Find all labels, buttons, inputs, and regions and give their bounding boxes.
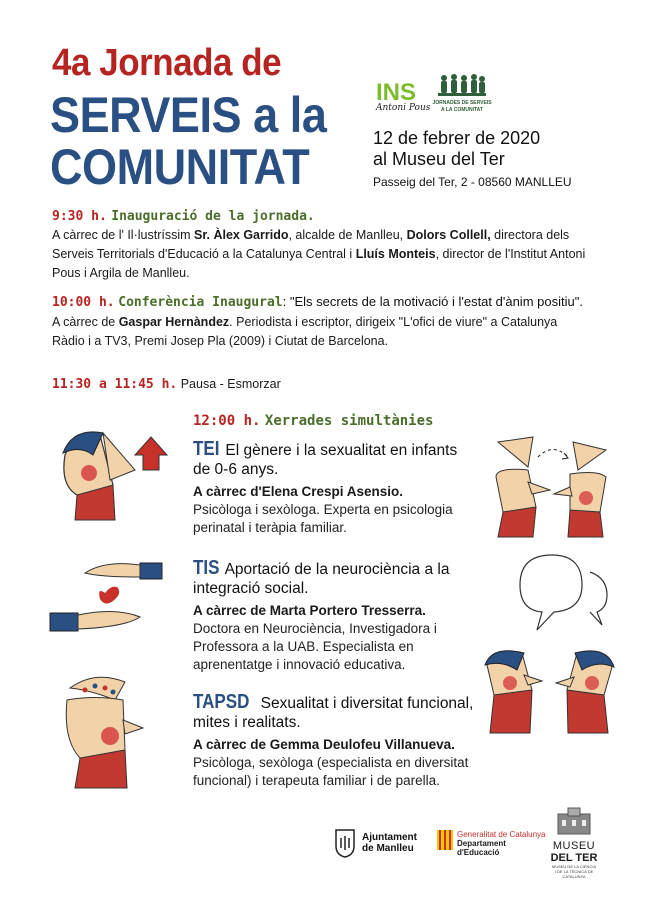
program-item-talks bbox=[193, 412, 433, 430]
ins-logo-script: Antoni Pous bbox=[376, 103, 431, 113]
ins-logo-letters: INS bbox=[376, 79, 417, 106]
title-line-1: 4a Jornada de bbox=[52, 42, 282, 84]
item-desc-line: A càrrec de Gaspar Hernàndez. Periodista i escriptor, dirigeix "L'ofici de viure" a Catalunya bbox=[52, 315, 558, 329]
item-desc-line: Serveis Territorials d'Educació a la Catalunya Central i Lluís Monteis, director de l'Institut Antoni bbox=[52, 247, 586, 261]
talk-title: El gènere i la sexualitat en infants bbox=[221, 442, 458, 459]
talk-desc: Psicòloga i sexòloga. Experta en psicologia bbox=[193, 502, 453, 517]
program-item-break bbox=[52, 375, 612, 394]
program-item-conference bbox=[52, 294, 612, 351]
event-venue: al Museu del Ter bbox=[373, 149, 505, 169]
item-desc-line: Ràdio i a TV3, Premi Josep Pla (2009) i Ciutat de Barcelona. bbox=[52, 334, 389, 348]
title-line-3: COMUNITAT bbox=[50, 139, 310, 195]
talk-tei bbox=[193, 440, 478, 537]
talk-tis bbox=[193, 559, 478, 674]
talk-desc: perinatal i teràpia familiar. bbox=[193, 520, 347, 535]
ins-logo bbox=[374, 76, 431, 116]
item-heading: Conferència Inaugural bbox=[118, 295, 283, 310]
talk-tag: TEI bbox=[193, 438, 220, 460]
talk-title: Aportació de la neurociència a la bbox=[221, 561, 450, 578]
item-desc-line: A càrrec de l' Il·lustríssim Sr. Àlex Garrido, alcalde de Manlleu, Dolors Collell, directora dels bbox=[52, 228, 570, 242]
open-heads-illustration bbox=[488, 432, 613, 542]
event-date: 12 de febrer de 2020 bbox=[373, 128, 541, 148]
item-time: 10:00 h. bbox=[52, 295, 115, 310]
senyera-icon bbox=[437, 830, 453, 850]
talk-title-cont: integració social. bbox=[193, 580, 309, 597]
talk-title-cont: de 0-6 anys. bbox=[193, 461, 279, 478]
building-icon bbox=[554, 808, 594, 836]
program-item-inauguration bbox=[52, 207, 612, 283]
talk-desc: aprenentatge i innovació educativa. bbox=[193, 657, 406, 672]
shield-icon bbox=[334, 828, 356, 858]
talk-desc: Psicòloga, sexòloga (especialista en diversitat bbox=[193, 755, 469, 770]
talk-desc: funcional) i terapeuta familiar i de parella. bbox=[193, 773, 440, 788]
serveis-logo-text-2: A LA COMUNITAT bbox=[441, 107, 483, 113]
item-heading: Inauguració de la jornada. bbox=[111, 209, 315, 224]
open-mind-head-illustration bbox=[55, 670, 165, 790]
item-desc-line: Pous i Argila de Manlleu. bbox=[52, 266, 190, 280]
generalitat-logo: Generalitat de Catalunya Departament d'Educació bbox=[437, 830, 546, 857]
speech-bubbles-illustration bbox=[512, 550, 612, 645]
talk-title: Sexualitat i diversitat funcional, bbox=[256, 695, 474, 712]
talk-speaker: A càrrec de Marta Portero Tresserra. bbox=[193, 603, 426, 618]
talk-tag: TAPSD bbox=[193, 691, 250, 713]
head-arrow-illustration bbox=[55, 425, 175, 525]
talk-speaker: A càrrec d'Elena Crespi Asensio. bbox=[193, 484, 404, 499]
facing-heads-illustration bbox=[482, 645, 617, 735]
talk-tapsd bbox=[193, 693, 493, 790]
conference-title: : "Els secrets de la motivació i l'estat d'ànim positiu". bbox=[282, 294, 583, 309]
break-text: Pausa - Esmorzar bbox=[177, 377, 281, 391]
item-time: 12:00 h. bbox=[193, 413, 261, 429]
item-time: 11:30 a 11:45 h. bbox=[52, 377, 178, 392]
talk-tag: TIS bbox=[193, 557, 220, 579]
talk-desc: Doctora en Neurociència, Investigadora i bbox=[193, 621, 437, 636]
serveis-logo-text-1: JORNADES DE SERVEIS bbox=[432, 100, 492, 106]
event-address: Passeig del Ter, 2 - 08560 MANLLEU bbox=[373, 175, 572, 189]
item-time: 9:30 h. bbox=[52, 209, 107, 224]
item-heading: Xerrades simultànies bbox=[264, 413, 434, 429]
hands-heart-illustration bbox=[45, 555, 165, 640]
title-line-2: SERVEIS a la bbox=[50, 87, 327, 143]
talk-speaker: A càrrec de Gemma Deulofeu Villanueva. bbox=[193, 737, 455, 752]
ajuntament-manlleu-logo: Ajuntament de Manlleu bbox=[334, 828, 417, 858]
talk-title-cont: mites i realitats. bbox=[193, 714, 301, 731]
serveis-comunitat-logo bbox=[432, 72, 492, 118]
museu-del-ter-logo: MUSEU DEL TER MUSEU DE LA CIÈNCIA I DE LA TÈCNICA DE CATALUNYA bbox=[544, 808, 604, 879]
talk-desc: Professora a la UAB. Especialista en bbox=[193, 639, 414, 654]
